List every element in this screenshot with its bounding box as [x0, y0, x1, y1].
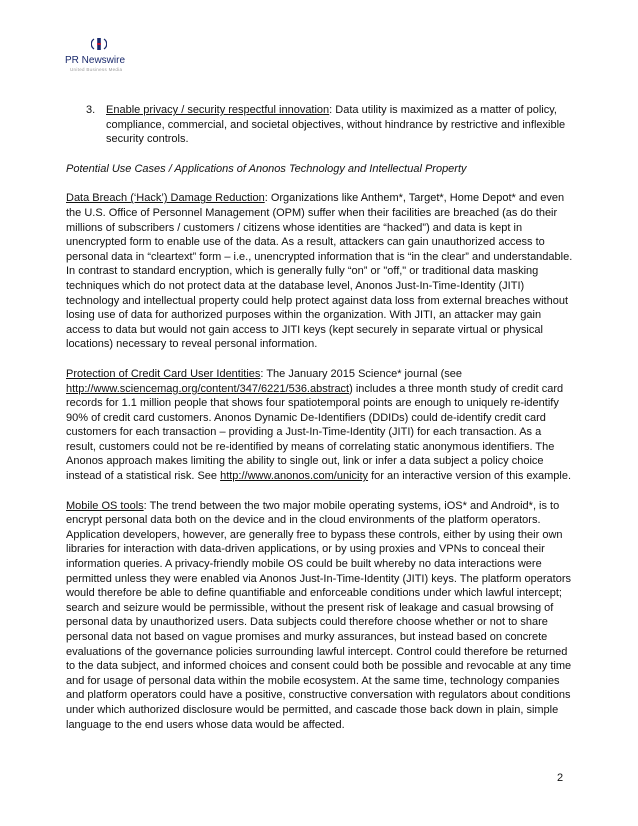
paragraph-data-breach: [66, 191, 574, 352]
paragraph-title: Data Breach (‘Hack’) Damage Reduction: [66, 192, 265, 205]
page-number: 2: [557, 772, 564, 784]
document-body: [66, 103, 574, 732]
anonos-unicity-link[interactable]: http://www.anonos.com/unicity: [220, 470, 369, 483]
list-number: 3.: [86, 104, 96, 116]
paragraph-credit-card: [66, 367, 574, 484]
paragraph-mobile-os: [66, 499, 574, 733]
paragraph-body: : The trend between the two major mobile operating systems, iOS* and Android*, is to encrypt personal data both on the device and in the cloud environments of the platform operators. Application developers, however, are generally free to bypass these controls, either by using their own libraries for interaction with data-driven applications, or by using proxies and VPNs to conceal their information queries. A privacy-friendly mobile OS could be built whereby no data interactions were permitted unless they were enabled via Anonos Just-In-Time-Identity (JITI) keys. The platform operators would therefore be able to define quantifiable and enforceable conditions under which lawful intercept; search and seizure would be permissible, without the present risk of leakage and casual browsing of personal data by unauthorized users. Data subjects could therefore choose whether or not to share personal data not based on vague promises and murky assurances, but instead based on concrete evaluations of the governance policies surrounding lawful intercept. Control could therefore be returned to the data subject, and informed choices and consent could both be possible and revocable at any time and for usage of personal data within the mobile ecosystem. At the same time, technology companies and platform operators could have a positive, constructive conversation with regulators about conditions under which authorized disclosure would be permitted, and cascade those back down in plain, simple language to the end users whose data would be affected.: [66, 499, 572, 731]
sciencemag-link[interactable]: http://www.sciencemag.org/content/347/6221/536.abstract: [66, 382, 350, 395]
paragraph-title: Protection of Credit Card User Identities: [66, 367, 261, 380]
section-heading: Potential Use Cases / Applications of Anonos Technology and Intellectual Property: [66, 162, 467, 175]
paragraph-body: : Organizations like Anthem*, Target*, Home Depot* and even the U.S. Office of Personnel Management (OPM) suffer when their facilities are breached (as do their millions of subscribers / customers / citizens whose identities are “hacked”) and data is kept in unencrypted form to enable use of the data. As a result, attackers can gain unauthorized access to personal data in “cleartext” form – i.e., unencrypted information that is “in the clear” and understandable. In contrast to standard encryption, which is generally fully “on” or "off," or traditional data masking techniques which do not protect data at the database level, Anonos Just-In-Time-Identity (JITI) technology and intellectual property could help protect against data loss from external breaches without losing use of data for authorized purposes within the organization. With JITI, an attacker may gain access to data but would not gain access to JITI keys (kept securely in separate virtual or physical locations) necessary to reveal personal information.: [66, 192, 573, 351]
list-item-title: Enable privacy / security respectful innovation: [106, 104, 330, 116]
list-item-text: [92, 103, 574, 147]
paragraph-body: for an interactive version of this example.: [368, 470, 572, 483]
brand-name: PR Newswire: [65, 55, 126, 66]
paragraph-title: Mobile OS tools: [66, 499, 144, 512]
list-item-body: : Data utility is maximized as a matter of policy, compliance, commercial, and societal objectives, without hindrance by restrictive and inflexible security controls.: [106, 104, 566, 146]
paragraph-body: : The January 2015 Science* journal (see: [260, 367, 463, 380]
brand-tagline: United Business Media: [70, 67, 123, 72]
prnewswire-logo: [65, 36, 145, 80]
paragraph-body: ) includes a three month study of credit card records for 1.1 million people that shows four spatiotemporal points are enough to uniquely re-identify 90% of credit card customers. Anonos Dynamic De-Identifiers (DDIDs) could de-identify credit card customers for each transaction – providing a Just-In-Time-Identity (JITI) for each transaction. As a result, customers could not be re-identified by means of correlating static anonymous identifiers. The Anonos approach makes limiting the ability to single out, link or infer a data subject a policy choice instead of a statistical risk. See: [66, 382, 564, 483]
list-item-3: [66, 103, 574, 147]
prnewswire-mark-icon: [91, 36, 107, 52]
